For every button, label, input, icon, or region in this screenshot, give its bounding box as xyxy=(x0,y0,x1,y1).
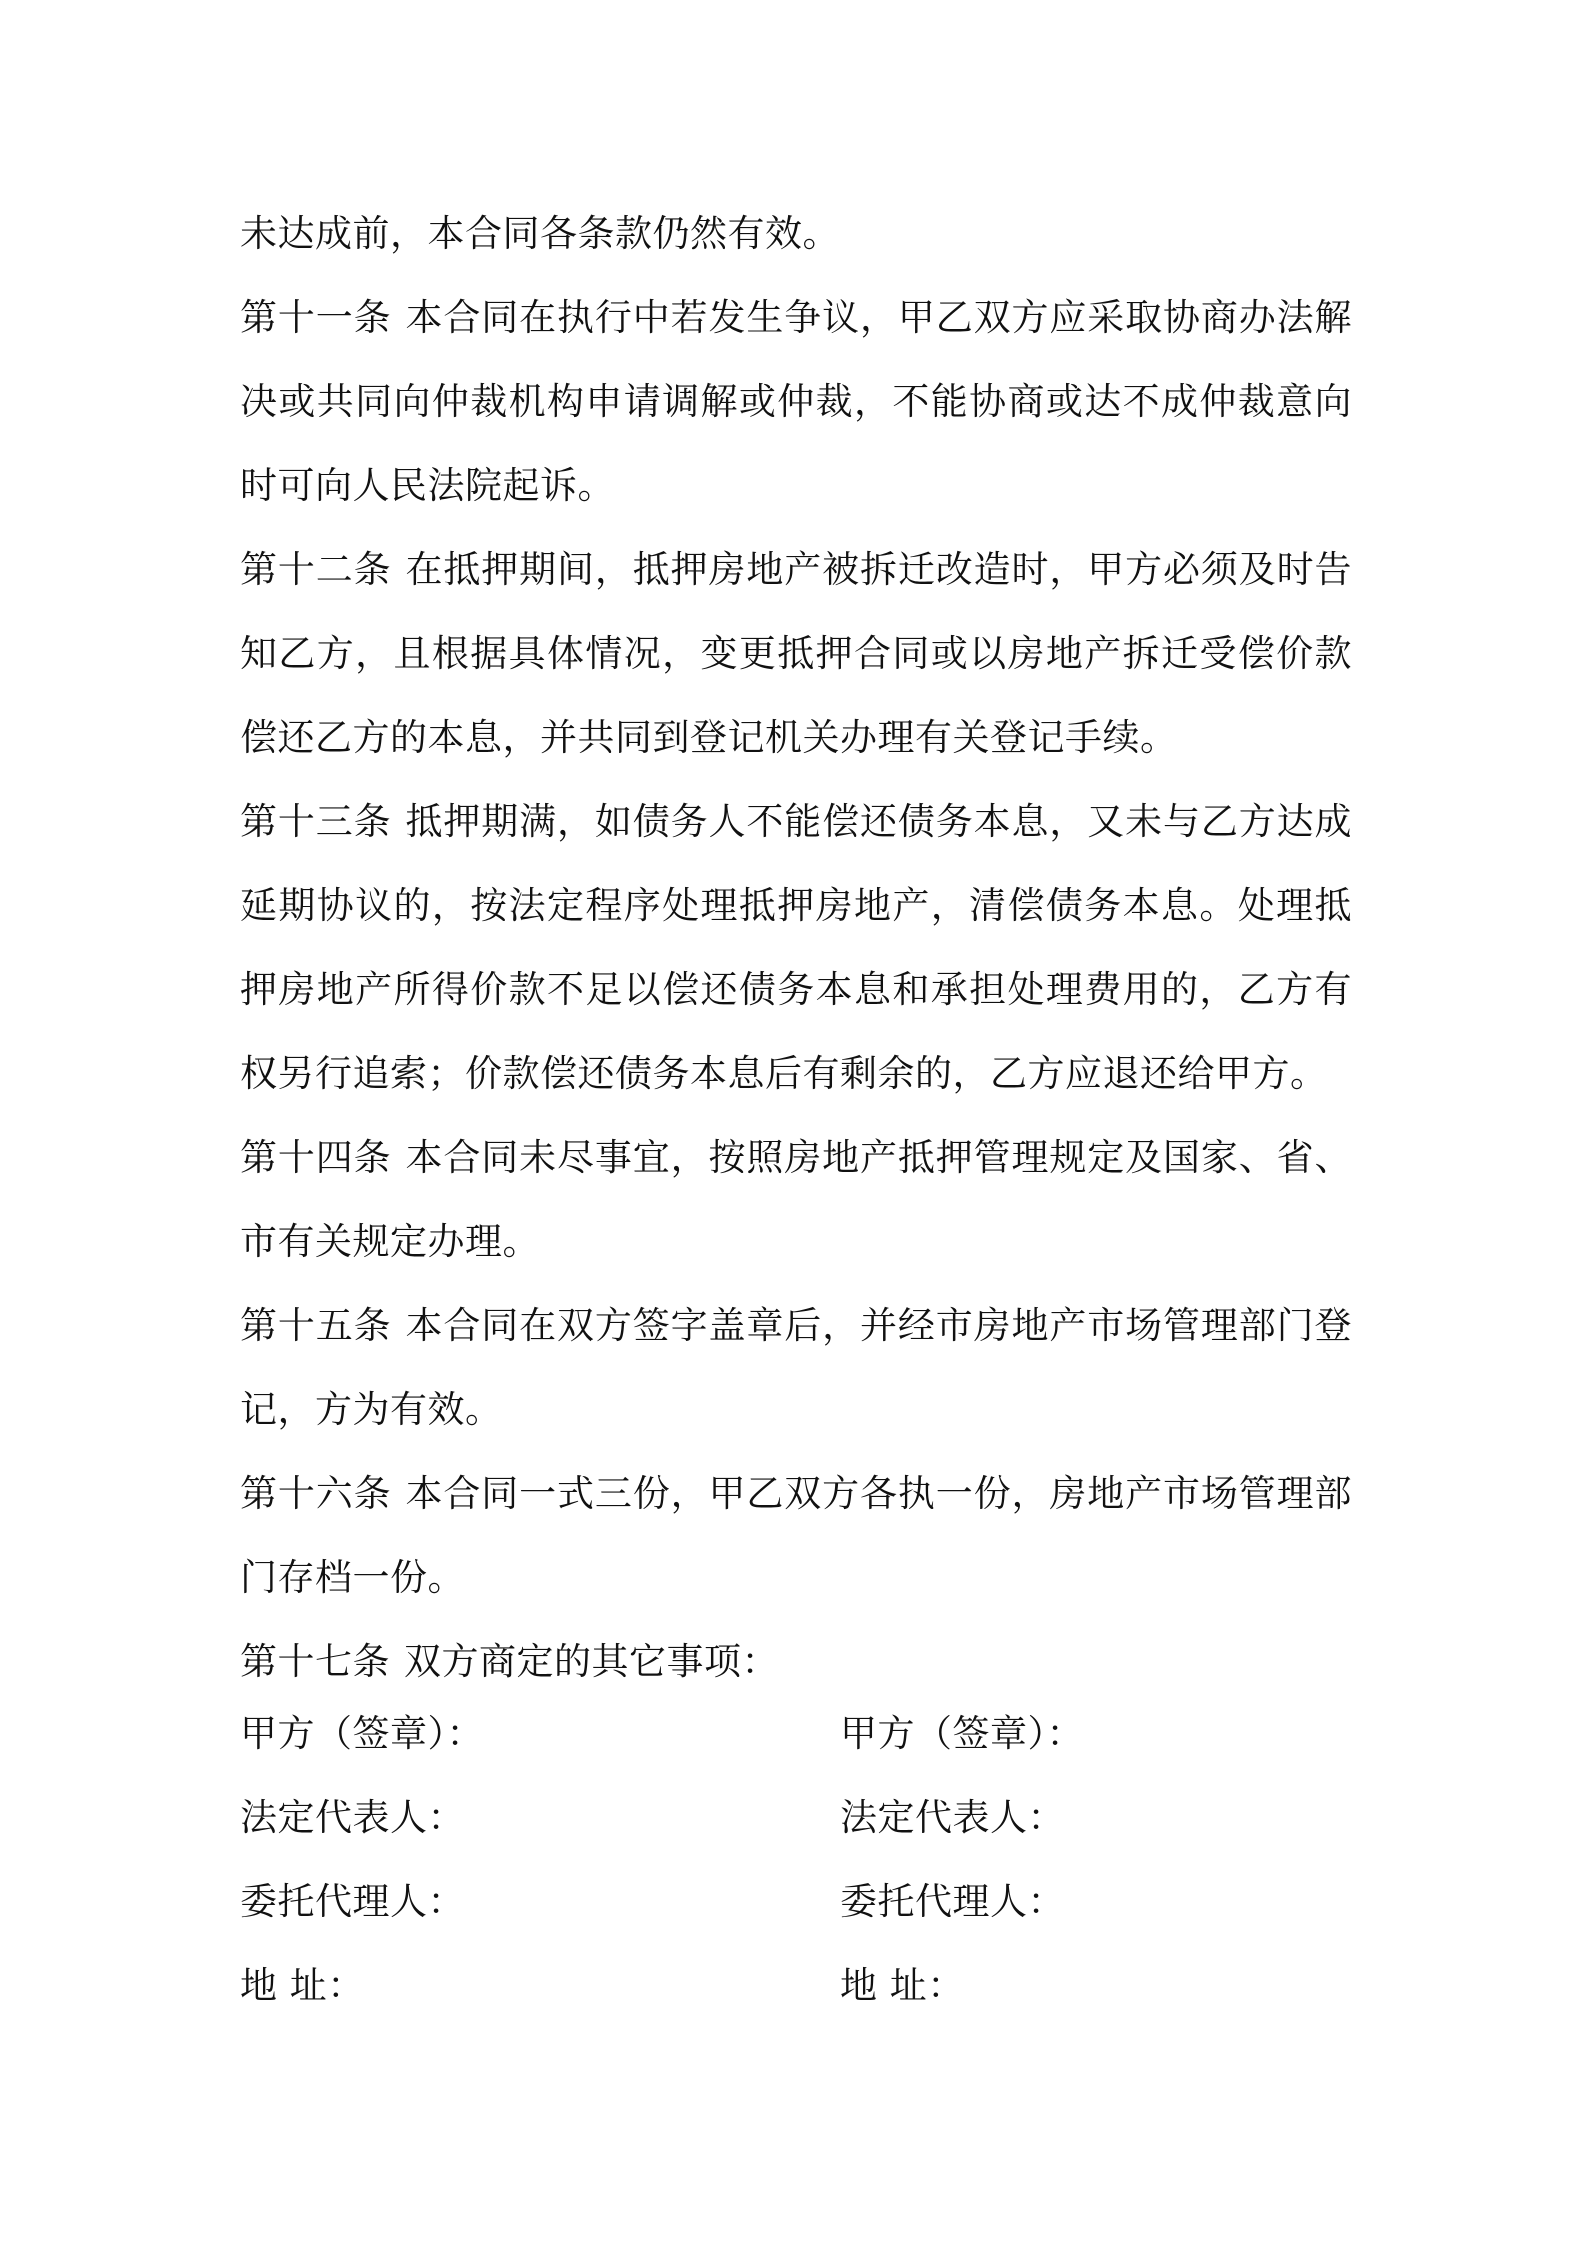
article-text: 双方商定的其它事项： xyxy=(404,1640,779,1683)
signature-row xyxy=(240,1944,1352,2028)
article-text: 在抵押期间，抵押房地产被拆迁改造时，甲方必须及时告知乙方，且根据具体情况，变更抵押合同或以房地产拆迁受偿价款偿还乙方的本息，并共同到登记机关办理有关登记手续。 xyxy=(240,548,1352,759)
article-text: 抵押期满，如债务人不能偿还债务本息，又未与乙方达成延期协议的，按法定程序处理抵押房地产，清偿债务本息。处理抵押房地产所得价款不足以偿还债务本息和承担处理费用的，乙方有权另行追索；价款偿还债务本息后有剩余的，乙方应退还给甲方。 xyxy=(240,800,1352,1095)
article-13 xyxy=(240,780,1352,1116)
signature-row xyxy=(240,1860,1352,1944)
article-text: 本合同在执行中若发生争议，甲乙双方应采取协商办法解决或共同向仲裁机构申请调解或仲裁，不能协商或达不成仲裁意向时可向人民法院起诉。 xyxy=(240,296,1352,507)
party-a-seal-label: 甲方（签章）： xyxy=(240,1712,484,1755)
article-number: 第十三条 xyxy=(240,800,392,843)
article-text: 本合同未尽事宜，按照房地产抵押管理规定及国家、省、市有关规定办理。 xyxy=(240,1136,1352,1263)
article-number: 第十五条 xyxy=(240,1304,392,1347)
party-a-address-label: 地 址： xyxy=(240,1964,365,2007)
party-b-seal-label: 甲方（签章）： xyxy=(840,1712,1084,1755)
signature-row xyxy=(240,1692,1352,1776)
article-text: 本合同在双方签字盖章后，并经市房地产市场管理部门登记，方为有效。 xyxy=(240,1304,1352,1431)
article-14 xyxy=(240,1116,1352,1284)
signature-block xyxy=(240,1692,1352,2028)
continuation-paragraph: 未达成前，本合同各条款仍然有效。 xyxy=(240,212,840,255)
party-b-address-label: 地 址： xyxy=(840,1964,965,2007)
article-text: 本合同一式三份，甲乙双方各执一份，房地产市场管理部门存档一份。 xyxy=(240,1472,1352,1599)
contract-body xyxy=(240,192,1352,1704)
article-number: 第十六条 xyxy=(240,1472,392,1515)
party-a-agent-label: 委托代理人： xyxy=(240,1880,465,1923)
article-16 xyxy=(240,1452,1352,1620)
article-number: 第十二条 xyxy=(240,548,392,591)
article-11 xyxy=(240,276,1352,528)
party-b-legal-rep-label: 法定代表人： xyxy=(840,1796,1065,1839)
article-12 xyxy=(240,528,1352,780)
party-a-legal-rep-label: 法定代表人： xyxy=(240,1796,465,1839)
article-number: 第十七条 xyxy=(240,1640,390,1683)
article-number: 第十四条 xyxy=(240,1136,392,1179)
signature-row xyxy=(240,1776,1352,1860)
article-number: 第十一条 xyxy=(240,296,392,339)
article-15 xyxy=(240,1284,1352,1452)
party-b-agent-label: 委托代理人： xyxy=(840,1880,1065,1923)
